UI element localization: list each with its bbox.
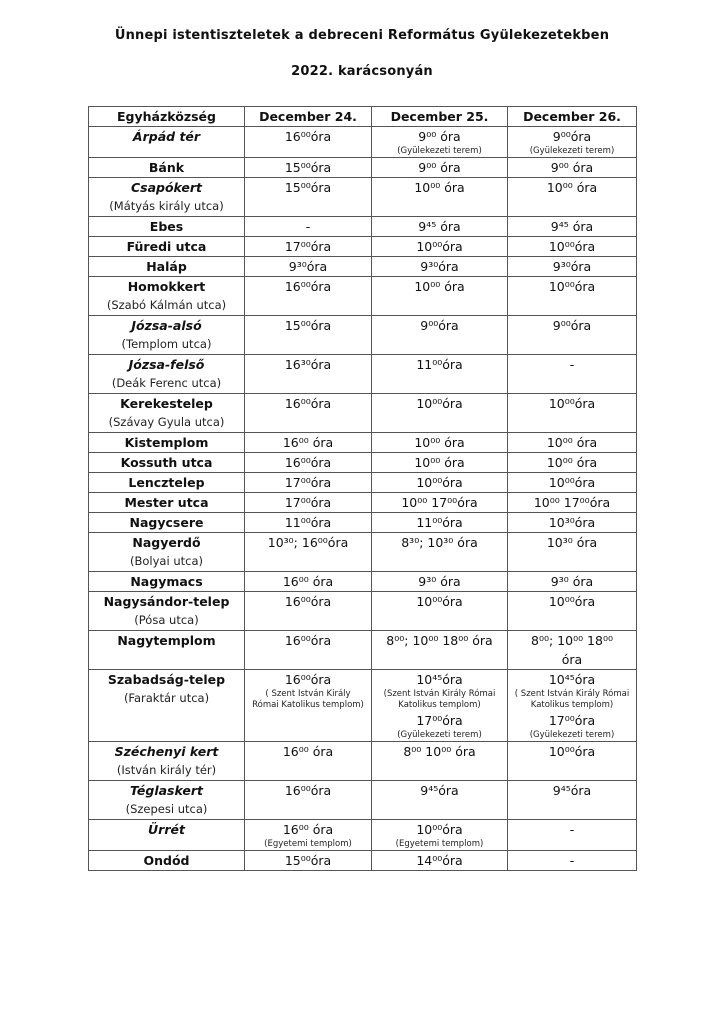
service-time-cell-d25 (372, 670, 508, 742)
column-header-congregation: Egyházközség (89, 107, 245, 127)
table-row (89, 781, 637, 820)
service-time: 16⁰⁰ óra (282, 822, 334, 837)
table-row (89, 820, 637, 851)
venue-note: ( Szent István Király Római Katolikus templom) (514, 689, 630, 710)
service-time-cell-d25 (372, 533, 508, 572)
congregation-cell (89, 513, 245, 533)
service-time: 16³⁰óra (284, 357, 332, 372)
service-time: 9³⁰óra (288, 259, 328, 274)
congregation-name: Csapókert (130, 180, 203, 195)
service-time-cell-d25 (372, 513, 508, 533)
service-time-cell-d26 (508, 277, 637, 316)
service-time: 10⁰⁰ 17⁰⁰óra (401, 495, 478, 510)
venue-note: (Egyetemi templom) (395, 839, 484, 849)
service-time: 16⁰⁰óra (284, 783, 332, 798)
page-subtitle: 2022. karácsonyán (291, 64, 433, 79)
service-time-cell-d25 (372, 742, 508, 781)
table-row (89, 473, 637, 493)
service-time-cell-d26 (508, 257, 637, 277)
venue-note: (Gyülekezeti terem) (529, 146, 615, 156)
service-time-cell-d24 (245, 257, 372, 277)
service-time-cell-d25 (372, 257, 508, 277)
service-time: 10⁰⁰óra (416, 822, 463, 837)
service-time: 10⁰⁰ óra (546, 180, 598, 195)
service-time: 10⁰⁰ óra (414, 435, 465, 450)
table-row (89, 433, 637, 453)
service-time-cell-d26 (508, 217, 637, 237)
service-time-cell-d25 (372, 781, 508, 820)
table-row (89, 851, 637, 871)
service-time: 10⁰⁰óra (416, 239, 463, 254)
column-header-dec-26: December 26. (508, 107, 637, 127)
service-time: 10³⁰ óra (546, 535, 598, 550)
service-time: 10⁰⁰óra (548, 744, 596, 759)
congregation-address: (Mátyás király utca) (109, 199, 224, 213)
congregation-name: Árpád tér (132, 129, 201, 144)
table-row (89, 257, 637, 277)
service-time: 10⁰⁰óra (548, 475, 596, 490)
service-time-cell-d24 (245, 433, 372, 453)
service-time: 9⁰⁰ óra (418, 160, 461, 175)
table-row (89, 316, 637, 355)
table-row (89, 533, 637, 572)
column-header-dec-25: December 25. (372, 107, 508, 127)
service-time-cell-d24 (245, 178, 372, 217)
service-time-cell-d26 (508, 316, 637, 355)
service-time: 16⁰⁰ óra (282, 574, 334, 589)
service-time-cell-d26 (508, 473, 637, 493)
service-time-cell-d25 (372, 217, 508, 237)
service-time: 10⁰⁰óra (548, 396, 596, 411)
service-time-cell-d24 (245, 237, 372, 257)
venue-note: ( Szent István Király Római Katolikus templom) (252, 689, 364, 710)
service-time: 14⁰⁰óra (416, 853, 463, 868)
service-time-cell-d26 (508, 820, 637, 851)
service-time-cell-d24 (245, 513, 372, 533)
service-time-cell-d26 (508, 453, 637, 473)
congregation-address: (Pósa utca) (134, 613, 199, 627)
congregation-cell (89, 851, 245, 871)
table-row (89, 513, 637, 533)
table-row (89, 178, 637, 217)
service-time-cell-d24 (245, 453, 372, 473)
service-time-cell-d24 (245, 316, 372, 355)
service-time: 17⁰⁰óra (284, 475, 332, 490)
table-row (89, 742, 637, 781)
service-time: 16⁰⁰óra (284, 455, 332, 470)
service-time: 10³⁰óra (548, 515, 596, 530)
congregation-name: Nagyerdő (132, 535, 201, 550)
service-time-cell-d24 (245, 493, 372, 513)
congregation-name: Kistemplom (124, 435, 209, 450)
congregation-address: (Szabó Kálmán utca) (106, 298, 227, 312)
service-time-cell-d26 (508, 533, 637, 572)
service-time: 9⁴⁵ óra (418, 219, 461, 234)
service-time-cell-d24 (245, 851, 372, 871)
service-time-cell-d25 (372, 493, 508, 513)
service-time: - (305, 219, 311, 234)
service-time-cell-d26 (508, 592, 637, 631)
table-row (89, 493, 637, 513)
service-time-cell-d26 (508, 394, 637, 433)
congregation-cell (89, 533, 245, 572)
service-time-cell-d25 (372, 277, 508, 316)
service-time: 15⁰⁰óra (284, 318, 332, 333)
congregation-name: Haláp (146, 259, 187, 274)
service-time-cell-d24 (245, 742, 372, 781)
page-title: Ünnepi istentiszteletek a debreceni Református Gyülekezetekben (114, 28, 610, 43)
service-time-cell-d25 (372, 433, 508, 453)
service-time: 11⁰⁰óra (416, 357, 463, 372)
service-time-cell-d24 (245, 277, 372, 316)
congregation-cell (89, 355, 245, 394)
table-row (89, 453, 637, 473)
service-time: 10⁰⁰ óra (414, 279, 465, 294)
congregation-name: Lencztelep (128, 475, 205, 490)
service-time: 9⁴⁵óra (420, 783, 459, 798)
congregation-name: Kerekestelep (120, 396, 213, 411)
congregation-cell (89, 158, 245, 178)
service-time-cell-d26 (508, 493, 637, 513)
service-time: - (569, 822, 575, 837)
service-time: 9⁰⁰óra (552, 129, 592, 144)
congregation-cell (89, 631, 245, 670)
congregation-cell (89, 781, 245, 820)
venue-note: (Gyülekezeti terem) (397, 730, 482, 740)
service-time-cell-d24 (245, 127, 372, 158)
congregation-cell (89, 257, 245, 277)
service-time: óra (561, 652, 583, 667)
service-time: 10³⁰; 16⁰⁰óra (267, 535, 349, 550)
service-time-cell-d26 (508, 572, 637, 592)
service-time: 17⁰⁰óra (416, 713, 463, 728)
congregation-cell (89, 670, 245, 742)
service-time: 8⁰⁰; 10⁰⁰ 18⁰⁰ (531, 633, 613, 648)
congregation-name: Józsa-felső (128, 357, 205, 372)
service-time: 9⁰⁰ óra (550, 160, 594, 175)
service-time: 16⁰⁰óra (284, 279, 332, 294)
service-time-cell-d24 (245, 820, 372, 851)
service-time: 9⁰⁰ óra (418, 129, 461, 144)
congregation-address: (Bolyai utca) (130, 554, 203, 568)
congregation-cell (89, 394, 245, 433)
service-time-cell-d26 (508, 178, 637, 217)
table-row (89, 355, 637, 394)
service-time-cell-d25 (372, 820, 508, 851)
service-time-cell-d26 (508, 742, 637, 781)
service-time-cell-d25 (372, 127, 508, 158)
congregation-cell (89, 493, 245, 513)
service-time-cell-d24 (245, 631, 372, 670)
table-row (89, 631, 637, 670)
service-time-cell-d24 (245, 355, 372, 394)
service-time: - (569, 853, 575, 868)
service-time-cell-d26 (508, 433, 637, 453)
congregation-cell (89, 742, 245, 781)
service-time: 11⁰⁰óra (416, 515, 463, 530)
congregation-cell (89, 433, 245, 453)
congregation-cell (89, 572, 245, 592)
service-time-cell-d24 (245, 670, 372, 742)
service-time-cell-d24 (245, 592, 372, 631)
service-time-cell-d25 (372, 158, 508, 178)
service-time: 16⁰⁰óra (284, 633, 332, 648)
service-time: 16⁰⁰óra (284, 672, 332, 687)
service-time-cell-d25 (372, 178, 508, 217)
service-time-cell-d24 (245, 158, 372, 178)
service-time-cell-d26 (508, 127, 637, 158)
congregation-cell (89, 473, 245, 493)
service-time: 9⁴⁵óra (552, 783, 592, 798)
service-time-cell-d26 (508, 851, 637, 871)
congregation-name: Mester utca (124, 495, 209, 510)
service-time-cell-d24 (245, 394, 372, 433)
congregation-cell (89, 820, 245, 851)
service-time-cell-d24 (245, 473, 372, 493)
congregation-cell (89, 592, 245, 631)
congregation-cell (89, 178, 245, 217)
service-time: 9⁰⁰óra (552, 318, 592, 333)
congregation-cell (89, 217, 245, 237)
table-row (89, 127, 637, 158)
congregation-address: (Szepesi utca) (125, 802, 208, 816)
service-time-cell-d24 (245, 781, 372, 820)
service-time: 17⁰⁰óra (548, 713, 596, 728)
service-time-cell-d26 (508, 631, 637, 670)
header-row (89, 107, 637, 127)
service-schedule-table (88, 106, 637, 871)
service-time: 10⁴⁵óra (548, 672, 596, 687)
table-row (89, 217, 637, 237)
venue-note: (Gyülekezeti terem) (397, 146, 482, 156)
congregation-name: Homokkert (127, 279, 206, 294)
service-time: 16⁰⁰óra (284, 594, 332, 609)
congregation-name: Kossuth utca (120, 455, 213, 470)
service-time: 10⁰⁰ óra (546, 455, 598, 470)
service-time-cell-d24 (245, 533, 372, 572)
venue-note: (Egyetemi templom) (264, 839, 352, 849)
service-time: 16⁰⁰óra (284, 396, 332, 411)
service-time-cell-d25 (372, 631, 508, 670)
congregation-address: (Szávay Gyula utca) (108, 415, 225, 429)
table-row (89, 592, 637, 631)
service-time: 10⁰⁰óra (548, 279, 596, 294)
congregation-name: Ürrét (148, 822, 185, 837)
service-time: 17⁰⁰óra (284, 495, 332, 510)
service-time-cell-d26 (508, 513, 637, 533)
service-time-cell-d25 (372, 237, 508, 257)
service-time: 9⁰⁰óra (420, 318, 459, 333)
congregation-cell (89, 237, 245, 257)
service-time: 15⁰⁰óra (284, 180, 332, 195)
service-time: 15⁰⁰óra (284, 853, 332, 868)
service-time: 8⁰⁰ 10⁰⁰ óra (403, 744, 476, 759)
service-time: 17⁰⁰óra (284, 239, 332, 254)
congregation-address: (Templom utca) (121, 337, 212, 351)
congregation-address: (Deák Ferenc utca) (111, 376, 222, 390)
service-time: 10⁰⁰ 17⁰⁰óra (533, 495, 611, 510)
service-time: 8³⁰; 10³⁰ óra (401, 535, 478, 550)
table-row (89, 237, 637, 257)
congregation-name: Nagysándor-telep (103, 594, 230, 609)
service-time: 9³⁰ óra (550, 574, 594, 589)
service-time-cell-d25 (372, 355, 508, 394)
service-time: 10⁰⁰óra (548, 594, 596, 609)
congregation-name: Nagycsere (129, 515, 204, 530)
congregation-name: Bánk (148, 160, 185, 175)
service-time: 16⁰⁰ óra (282, 435, 334, 450)
service-time-cell-d25 (372, 316, 508, 355)
congregation-cell (89, 453, 245, 473)
service-time-cell-d25 (372, 453, 508, 473)
service-time: 10⁴⁵óra (416, 672, 463, 687)
table-row (89, 158, 637, 178)
service-time: 11⁰⁰óra (284, 515, 332, 530)
congregation-name: Téglaskert (130, 783, 203, 798)
congregation-address: (István király tér) (116, 763, 217, 777)
congregation-address: (Faraktár utca) (123, 691, 210, 705)
service-time: 10⁰⁰ óra (414, 455, 465, 470)
service-time: 10⁰⁰óra (416, 396, 463, 411)
service-time: 9³⁰óra (552, 259, 592, 274)
congregation-name: Szabadság-telep (107, 672, 226, 687)
congregation-name: Józsa-alsó (131, 318, 202, 333)
service-time-cell-d26 (508, 237, 637, 257)
service-time-cell-d25 (372, 592, 508, 631)
service-time: 8⁰⁰; 10⁰⁰ 18⁰⁰ óra (386, 633, 493, 648)
venue-note: (Gyülekezeti terem) (529, 730, 615, 740)
venue-note: (Szent István Király Római Katolikus templom) (383, 689, 496, 710)
table-row (89, 277, 637, 316)
service-time: 9³⁰óra (420, 259, 459, 274)
service-time-cell-d26 (508, 158, 637, 178)
congregation-cell (89, 127, 245, 158)
service-time: 16⁰⁰óra (284, 129, 332, 144)
table-row (89, 670, 637, 742)
service-time-cell-d25 (372, 851, 508, 871)
service-time-cell-d26 (508, 670, 637, 742)
service-time: - (569, 357, 575, 372)
service-time-cell-d24 (245, 572, 372, 592)
congregation-cell (89, 277, 245, 316)
congregation-name: Füredi utca (126, 239, 207, 254)
service-time-cell-d26 (508, 781, 637, 820)
service-time-cell-d24 (245, 217, 372, 237)
congregation-name: Ondód (143, 853, 190, 868)
service-time: 10⁰⁰ óra (546, 435, 598, 450)
congregation-name: Ebes (149, 219, 184, 234)
service-time: 10⁰⁰óra (416, 475, 463, 490)
service-time: 9⁴⁵ óra (550, 219, 594, 234)
congregation-name: Széchenyi kert (114, 744, 219, 759)
service-time: 9³⁰ óra (418, 574, 461, 589)
service-time: 16⁰⁰ óra (282, 744, 334, 759)
congregation-name: Nagymacs (130, 574, 203, 589)
service-time: 15⁰⁰óra (284, 160, 332, 175)
table-row (89, 572, 637, 592)
column-header-dec-24: December 24. (245, 107, 372, 127)
table-row (89, 394, 637, 433)
service-time: 10⁰⁰óra (416, 594, 463, 609)
service-time: 10⁰⁰óra (548, 239, 596, 254)
service-time-cell-d25 (372, 394, 508, 433)
congregation-cell (89, 316, 245, 355)
service-time-cell-d25 (372, 473, 508, 493)
congregation-name: Nagytemplom (117, 633, 216, 648)
service-time-cell-d26 (508, 355, 637, 394)
service-time-cell-d25 (372, 572, 508, 592)
service-time: 10⁰⁰ óra (414, 180, 465, 195)
